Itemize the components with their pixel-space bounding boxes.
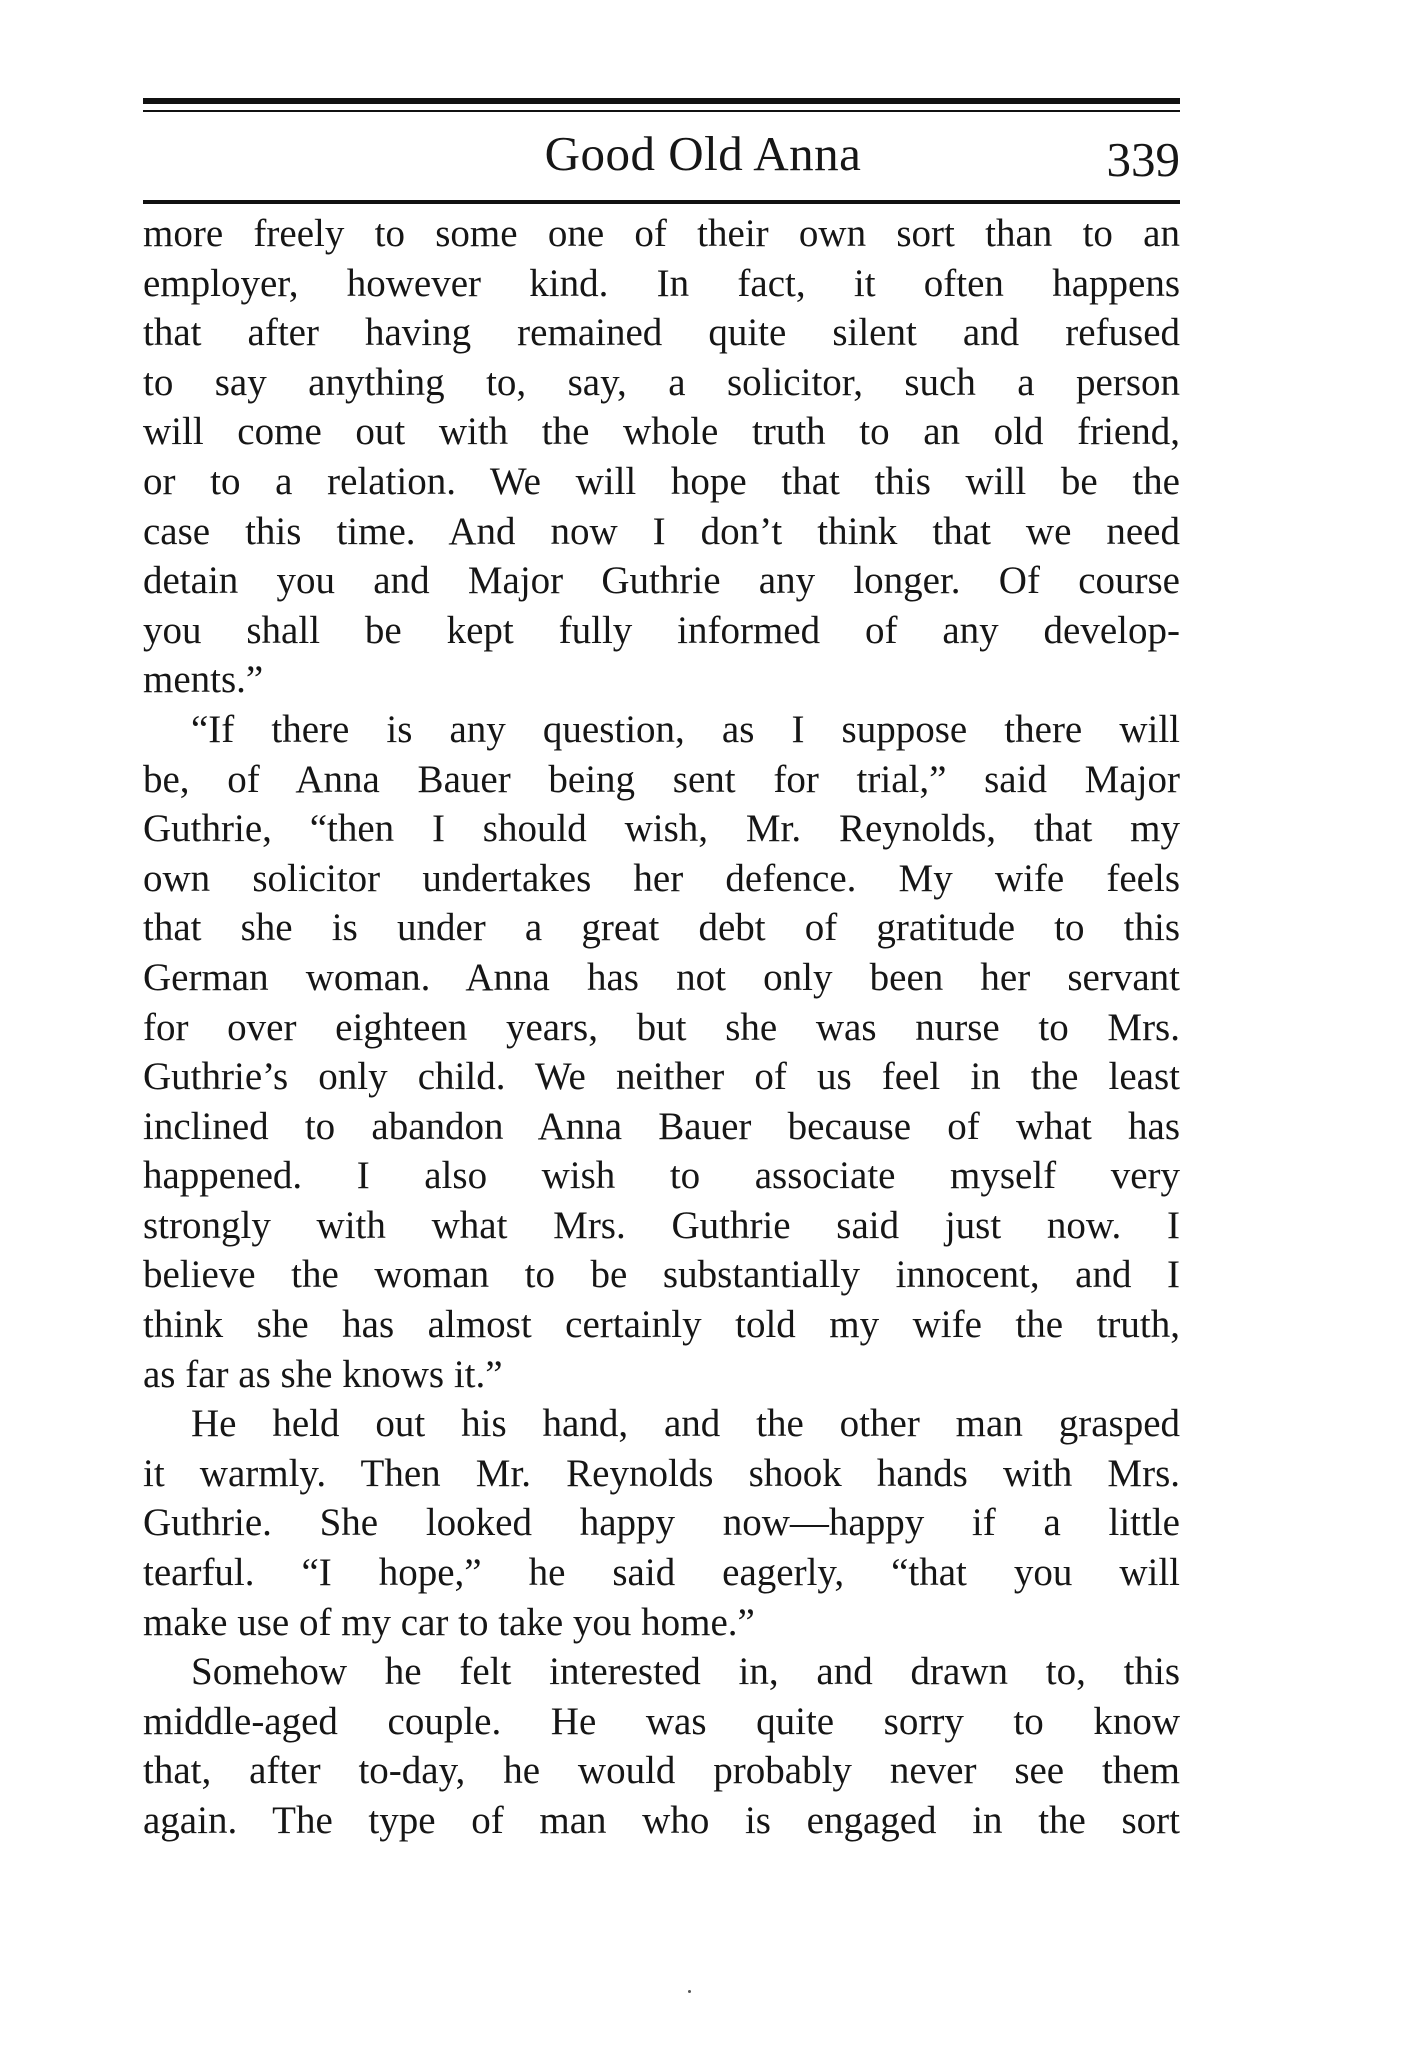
text-line: He held out his hand, and the other man grasped [191, 1402, 1180, 1446]
text-line: you shall be kept fully informed of any develop- [143, 608, 1180, 652]
page-number: 339 [1106, 132, 1180, 187]
text-line: ments.” [143, 658, 264, 702]
header-rule-top-thin [143, 110, 1180, 112]
text-line: will come out with the whole truth to an old friend, [143, 410, 1180, 454]
text-line: it warmly. Then Mr. Reynolds shook hands with Mrs. [143, 1451, 1180, 1495]
text-line: or to a relation. We will hope that this will be the [143, 459, 1180, 503]
header-rule-top-thick [143, 98, 1180, 104]
text-line: Guthrie’s only child. We neither of us feel in the least [143, 1055, 1180, 1099]
text-line: Guthrie, “then I should wish, Mr. Reynolds, that my [143, 807, 1180, 851]
text-line: happened. I also wish to associate myself very [143, 1154, 1180, 1198]
text-line: for over eighteen years, but she was nurse to Mrs. [143, 1005, 1180, 1049]
body-text [143, 209, 1180, 1846]
text-line: inclined to abandon Anna Bauer because of what has [143, 1104, 1180, 1148]
text-line: “If there is any question, as I suppose there will [191, 707, 1180, 751]
header-rule-bottom [143, 200, 1180, 204]
text-line: to say anything to, say, a solicitor, such a person [143, 360, 1180, 404]
running-title: Good Old Anna [544, 126, 862, 181]
page-speck [688, 1990, 691, 1993]
text-line: believe the woman to be substantially innocent, and I [143, 1253, 1180, 1297]
text-line: make use of my car to take you home.” [143, 1600, 755, 1644]
text-line: Somehow he felt interested in, and drawn to, this [191, 1650, 1180, 1694]
text-line: case this time. And now I don’t think that we need [143, 509, 1180, 553]
text-line: be, of Anna Bauer being sent for trial,” said Major [143, 757, 1180, 801]
text-line: as far as she knows it.” [143, 1352, 503, 1396]
text-line: tearful. “I hope,” he said eagerly, “that you will [143, 1551, 1180, 1595]
text-line: more freely to some one of their own sort than to an [143, 212, 1180, 255]
text-line: middle-aged couple. He was quite sorry to know [143, 1699, 1180, 1743]
text-line: own solicitor undertakes her defence. My wife feels [143, 856, 1180, 900]
text-line: think she has almost certainly told my wife the truth, [143, 1303, 1180, 1347]
text-line: detain you and Major Guthrie any longer. Of course [143, 559, 1180, 603]
text-line: that, after to-day, he would probably never see them [143, 1749, 1180, 1793]
text-line: Guthrie. She looked happy now—happy if a little [143, 1501, 1180, 1545]
text-line: again. The type of man who is engaged in the sort [143, 1799, 1180, 1842]
text-line: that after having remained quite silent and refused [143, 311, 1180, 355]
text-line: employer, however kind. In fact, it often happens [143, 261, 1180, 305]
text-line: German woman. Anna has not only been her servant [143, 955, 1180, 999]
text-line: strongly with what Mrs. Guthrie said just now. I [143, 1203, 1180, 1247]
text-line: that she is under a great debt of gratitude to this [143, 906, 1180, 950]
